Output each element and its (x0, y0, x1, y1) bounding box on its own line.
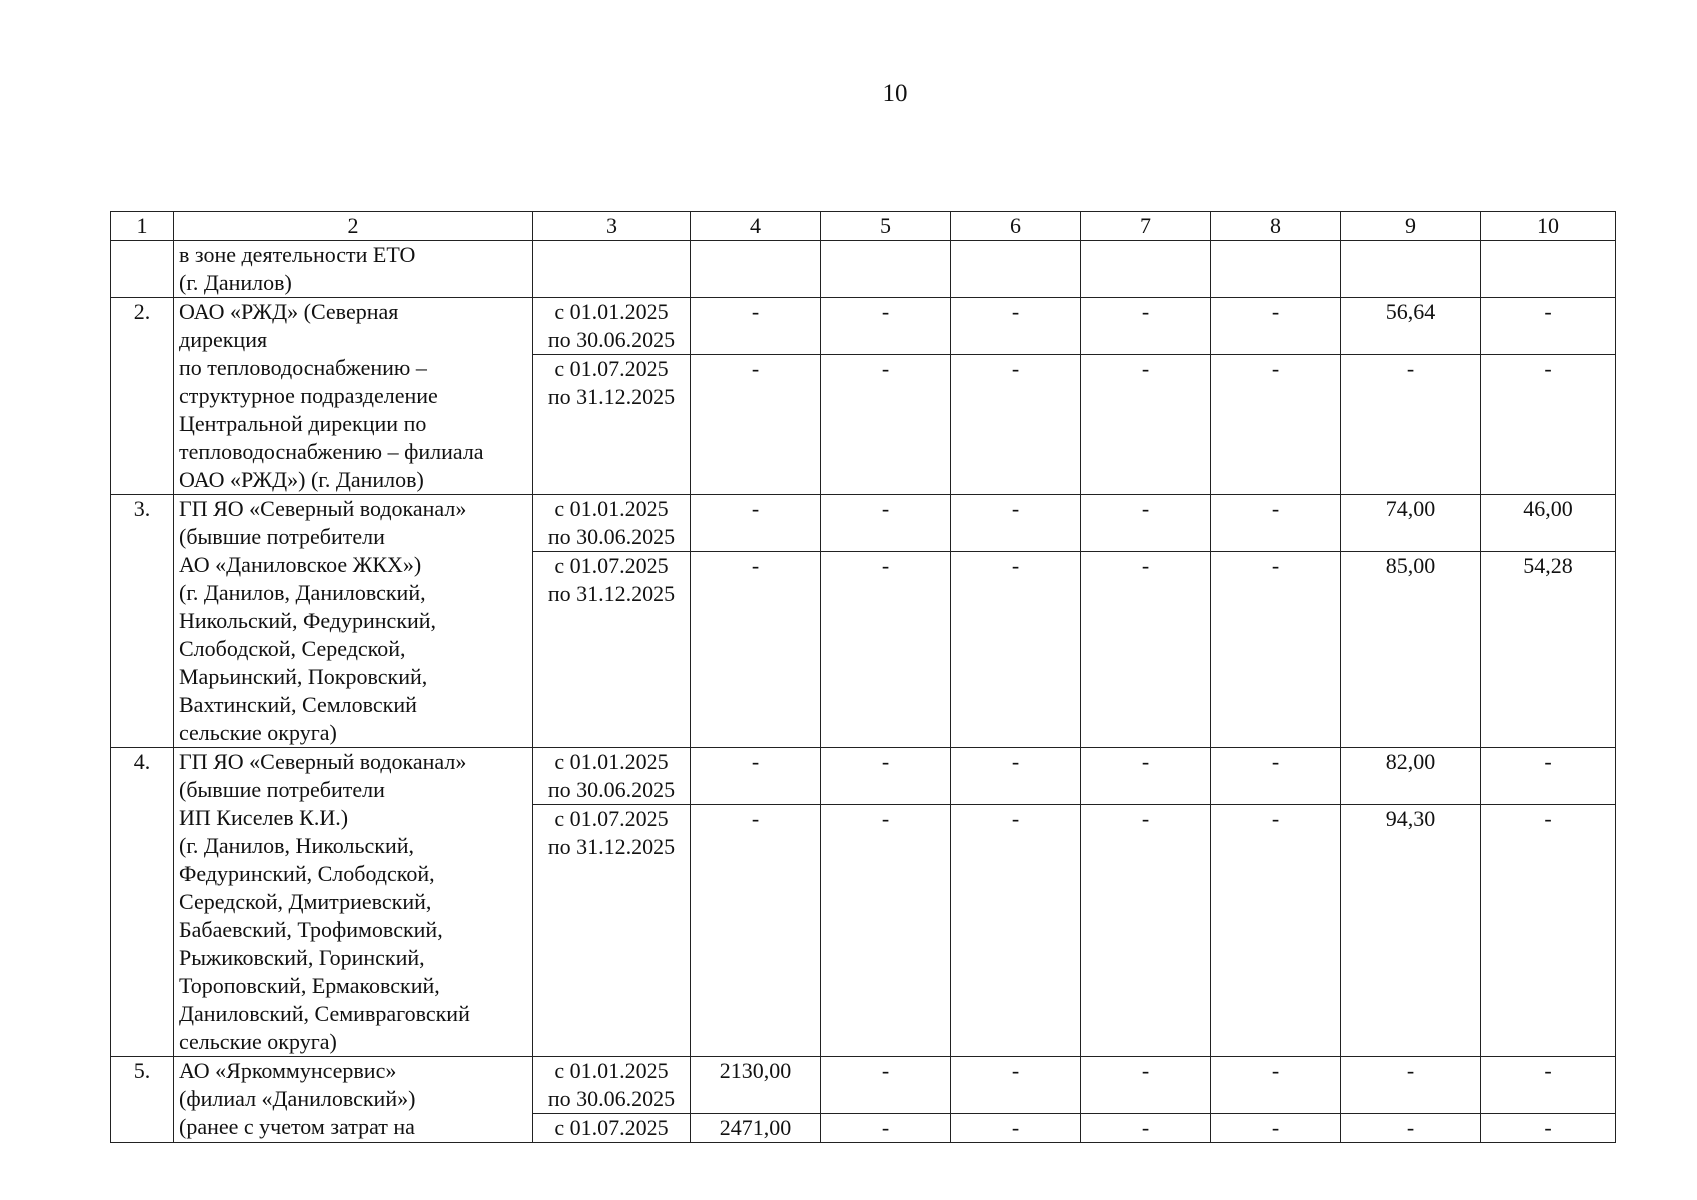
row-number-cell: 2. (111, 298, 174, 495)
value-cell: 82,00 (1341, 748, 1481, 805)
value-cell: - (1481, 1114, 1616, 1143)
value-cell: 2130,00 (691, 1057, 821, 1114)
table-row (111, 1057, 1616, 1114)
organization-cell: ГП ЯО «Северный водоканал» (бывшие потребители ИП Киселев К.И.) (г. Данилов, Никольский, Федуринский, Слободской, Середской, Дмитриевский, Бабаевский, Трофимовский, Рыжиковский, Горинский, Тороповский, Ермаковский, Даниловский, Семивраговский сельские округа) (174, 748, 533, 1057)
period-cell: с 01.01.2025 по 30.06.2025 (533, 298, 691, 355)
row-number-cell (111, 241, 174, 298)
value-cell: - (821, 748, 951, 805)
value-cell: - (1081, 1114, 1211, 1143)
period-cell: с 01.07.2025 по 31.12.2025 (533, 552, 691, 748)
value-cell: - (691, 298, 821, 355)
value-cell: - (691, 355, 821, 495)
value-cell: - (1211, 552, 1341, 748)
value-cell: - (951, 748, 1081, 805)
value-cell: 74,00 (1341, 495, 1481, 552)
value-cell: - (821, 495, 951, 552)
header-cell: 4 (691, 212, 821, 241)
value-cell: - (821, 1114, 951, 1143)
tariff-table (110, 211, 1616, 1143)
value-cell: - (1481, 1057, 1616, 1114)
page-number: 10 (882, 80, 908, 107)
value-cell (1481, 241, 1616, 298)
value-cell: - (821, 355, 951, 495)
value-cell (821, 241, 951, 298)
table-row (111, 748, 1616, 805)
value-cell: - (1081, 748, 1211, 805)
organization-cell: АО «Яркоммунсервис» (филиал «Даниловский») (ранее с учетом затрат на (174, 1057, 533, 1143)
row-number-cell: 5. (111, 1057, 174, 1143)
table-row (111, 495, 1616, 552)
period-cell: с 01.07.2025 по 31.12.2025 (533, 805, 691, 1057)
period-cell: с 01.01.2025 по 30.06.2025 (533, 495, 691, 552)
value-cell (1211, 241, 1341, 298)
value-cell: - (821, 805, 951, 1057)
value-cell: - (1211, 1057, 1341, 1114)
period-cell: с 01.07.2025 по 31.12.2025 (533, 355, 691, 495)
value-cell: - (951, 298, 1081, 355)
organization-cell: в зоне деятельности ЕТО (г. Данилов) (174, 241, 533, 298)
value-cell: - (1081, 298, 1211, 355)
continuation-row (111, 241, 1616, 298)
organization-cell: ГП ЯО «Северный водоканал» (бывшие потребители АО «Даниловское ЖКХ») (г. Данилов, Даниловский, Никольский, Федуринский, Слободской, Середской, Марьинский, Покровский, Вахтинский, Семловский сельские округа) (174, 495, 533, 748)
header-cell: 3 (533, 212, 691, 241)
header-cell: 9 (1341, 212, 1481, 241)
value-cell: - (951, 495, 1081, 552)
value-cell: - (1341, 355, 1481, 495)
value-cell (1081, 241, 1211, 298)
value-cell: - (691, 805, 821, 1057)
header-cell: 1 (111, 212, 174, 241)
value-cell: - (1481, 805, 1616, 1057)
table-row (111, 298, 1616, 355)
header-cell: 5 (821, 212, 951, 241)
value-cell: - (1481, 355, 1616, 495)
value-cell: - (951, 355, 1081, 495)
value-cell: - (1211, 355, 1341, 495)
value-cell: 2471,00 (691, 1114, 821, 1143)
value-cell: - (1081, 552, 1211, 748)
row-number-cell: 4. (111, 748, 174, 1057)
value-cell: - (951, 805, 1081, 1057)
value-cell: 54,28 (1481, 552, 1616, 748)
value-cell: - (1081, 495, 1211, 552)
value-cell: - (951, 1057, 1081, 1114)
value-cell (1341, 241, 1481, 298)
value-cell: - (951, 1114, 1081, 1143)
value-cell: - (691, 748, 821, 805)
value-cell: - (951, 552, 1081, 748)
value-cell: - (1081, 805, 1211, 1057)
value-cell: - (1211, 1114, 1341, 1143)
value-cell: - (821, 298, 951, 355)
value-cell: - (821, 1057, 951, 1114)
value-cell: - (1341, 1114, 1481, 1143)
header-cell: 10 (1481, 212, 1616, 241)
value-cell: 46,00 (1481, 495, 1616, 552)
value-cell (691, 241, 821, 298)
value-cell: - (821, 552, 951, 748)
value-cell: - (1211, 298, 1341, 355)
value-cell: - (691, 552, 821, 748)
header-row (111, 212, 1616, 241)
header-cell: 6 (951, 212, 1081, 241)
value-cell (951, 241, 1081, 298)
row-number-cell: 3. (111, 495, 174, 748)
period-cell: с 01.01.2025 по 30.06.2025 (533, 748, 691, 805)
value-cell: - (1081, 1057, 1211, 1114)
period-cell: с 01.07.2025 (533, 1114, 691, 1143)
value-cell: - (1211, 805, 1341, 1057)
value-cell: - (1211, 748, 1341, 805)
value-cell: - (1341, 1057, 1481, 1114)
value-cell: - (1481, 298, 1616, 355)
organization-cell: ОАО «РЖД» (Северная дирекция по тепловодоснабжению – структурное подразделение Центральной дирекции по тепловодоснабжению – филиала ОАО «РЖД») (г. Данилов) (174, 298, 533, 495)
period-cell (533, 241, 691, 298)
header-cell: 7 (1081, 212, 1211, 241)
header-cell: 2 (174, 212, 533, 241)
header-cell: 8 (1211, 212, 1341, 241)
value-cell: 85,00 (1341, 552, 1481, 748)
value-cell: 56,64 (1341, 298, 1481, 355)
value-cell: - (1211, 495, 1341, 552)
value-cell: - (691, 495, 821, 552)
value-cell: - (1081, 355, 1211, 495)
value-cell: - (1481, 748, 1616, 805)
value-cell: 94,30 (1341, 805, 1481, 1057)
period-cell: с 01.01.2025 по 30.06.2025 (533, 1057, 691, 1114)
